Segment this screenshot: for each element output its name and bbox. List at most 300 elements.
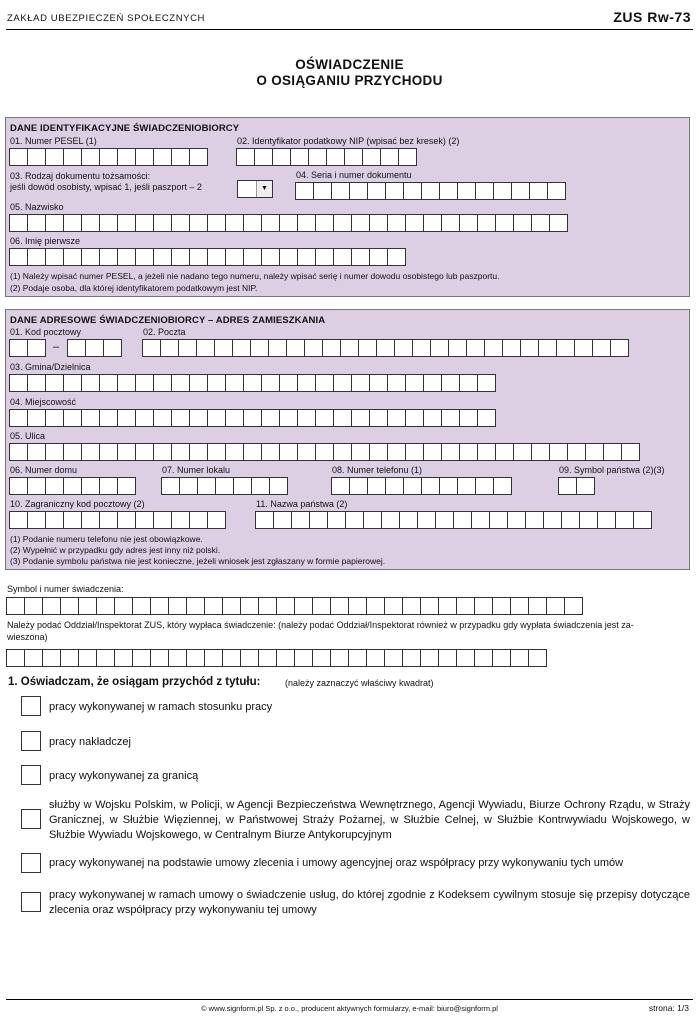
char-cell[interactable]	[250, 339, 269, 357]
char-cell[interactable]	[495, 443, 514, 461]
char-cell[interactable]	[117, 148, 136, 166]
char-cell[interactable]	[297, 443, 316, 461]
commune-input[interactable]	[9, 374, 496, 392]
char-cell[interactable]	[42, 649, 61, 667]
char-cell[interactable]	[385, 477, 404, 495]
char-cell[interactable]	[160, 339, 179, 357]
char-cell[interactable]	[207, 374, 226, 392]
char-cell[interactable]	[9, 339, 28, 357]
char-cell[interactable]	[603, 443, 622, 461]
char-cell[interactable]	[117, 443, 136, 461]
char-cell[interactable]	[333, 443, 352, 461]
char-cell[interactable]	[610, 339, 629, 357]
char-cell[interactable]	[45, 443, 64, 461]
char-cell[interactable]	[81, 477, 100, 495]
char-cell[interactable]	[438, 597, 457, 615]
char-cell[interactable]	[63, 409, 82, 427]
char-cell[interactable]	[405, 214, 424, 232]
char-cell[interactable]	[78, 649, 97, 667]
char-cell[interactable]	[421, 182, 440, 200]
char-cell[interactable]	[27, 409, 46, 427]
char-cell[interactable]	[117, 214, 136, 232]
char-cell[interactable]	[186, 597, 205, 615]
char-cell[interactable]	[525, 511, 544, 529]
char-cell[interactable]	[384, 597, 403, 615]
postal-code-part2-input[interactable]	[67, 339, 122, 357]
char-cell[interactable]	[189, 511, 208, 529]
char-cell[interactable]	[9, 248, 28, 266]
checkbox-employment[interactable]	[21, 696, 41, 716]
char-cell[interactable]	[99, 248, 118, 266]
char-cell[interactable]	[150, 597, 169, 615]
char-cell[interactable]	[333, 409, 352, 427]
char-cell[interactable]	[441, 409, 460, 427]
char-cell[interactable]	[27, 477, 46, 495]
char-cell[interactable]	[240, 597, 259, 615]
char-cell[interactable]	[268, 339, 287, 357]
first-name-input[interactable]	[9, 248, 406, 266]
char-cell[interactable]	[114, 649, 133, 667]
char-cell[interactable]	[197, 477, 216, 495]
char-cell[interactable]	[225, 374, 244, 392]
char-cell[interactable]	[315, 374, 334, 392]
char-cell[interactable]	[9, 214, 28, 232]
char-cell[interactable]	[387, 443, 406, 461]
char-cell[interactable]	[441, 443, 460, 461]
char-cell[interactable]	[290, 148, 309, 166]
char-cell[interactable]	[279, 409, 298, 427]
char-cell[interactable]	[543, 511, 562, 529]
char-cell[interactable]	[417, 511, 436, 529]
char-cell[interactable]	[351, 409, 370, 427]
char-cell[interactable]	[493, 477, 512, 495]
char-cell[interactable]	[207, 409, 226, 427]
char-cell[interactable]	[387, 214, 406, 232]
char-cell[interactable]	[168, 597, 187, 615]
char-cell[interactable]	[380, 148, 399, 166]
char-cell[interactable]	[135, 511, 154, 529]
char-cell[interactable]	[81, 248, 100, 266]
char-cell[interactable]	[513, 443, 532, 461]
char-cell[interactable]	[135, 409, 154, 427]
char-cell[interactable]	[171, 214, 190, 232]
char-cell[interactable]	[99, 214, 118, 232]
char-cell[interactable]	[251, 477, 270, 495]
checkbox-mandate[interactable]	[21, 853, 41, 873]
char-cell[interactable]	[528, 597, 547, 615]
char-cell[interactable]	[63, 248, 82, 266]
char-cell[interactable]	[225, 214, 244, 232]
flat-number-input[interactable]	[161, 477, 288, 495]
char-cell[interactable]	[27, 511, 46, 529]
char-cell[interactable]	[385, 182, 404, 200]
char-cell[interactable]	[344, 148, 363, 166]
char-cell[interactable]	[315, 214, 334, 232]
char-cell[interactable]	[291, 511, 310, 529]
char-cell[interactable]	[117, 374, 136, 392]
char-cell[interactable]	[369, 374, 388, 392]
char-cell[interactable]	[236, 148, 255, 166]
char-cell[interactable]	[255, 511, 274, 529]
postal-code-part1-input[interactable]	[9, 339, 46, 357]
char-cell[interactable]	[331, 182, 350, 200]
char-cell[interactable]	[579, 511, 598, 529]
char-cell[interactable]	[261, 409, 280, 427]
char-cell[interactable]	[294, 597, 313, 615]
char-cell[interactable]	[99, 374, 118, 392]
char-cell[interactable]	[45, 477, 64, 495]
char-cell[interactable]	[297, 374, 316, 392]
char-cell[interactable]	[45, 511, 64, 529]
char-cell[interactable]	[420, 597, 439, 615]
char-cell[interactable]	[309, 511, 328, 529]
char-cell[interactable]	[261, 374, 280, 392]
char-cell[interactable]	[423, 443, 442, 461]
char-cell[interactable]	[574, 339, 593, 357]
char-cell[interactable]	[261, 248, 280, 266]
char-cell[interactable]	[381, 511, 400, 529]
char-cell[interactable]	[9, 409, 28, 427]
char-cell[interactable]	[423, 409, 442, 427]
char-cell[interactable]	[9, 148, 28, 166]
char-cell[interactable]	[142, 339, 161, 357]
doc-number-input[interactable]	[295, 182, 566, 200]
char-cell[interactable]	[348, 649, 367, 667]
char-cell[interactable]	[243, 248, 262, 266]
checkbox-services-contract[interactable]	[21, 892, 41, 912]
char-cell[interactable]	[312, 597, 331, 615]
char-cell[interactable]	[225, 409, 244, 427]
char-cell[interactable]	[171, 148, 190, 166]
char-cell[interactable]	[384, 649, 403, 667]
char-cell[interactable]	[189, 409, 208, 427]
char-cell[interactable]	[492, 597, 511, 615]
char-cell[interactable]	[171, 511, 190, 529]
char-cell[interactable]	[45, 374, 64, 392]
char-cell[interactable]	[369, 409, 388, 427]
char-cell[interactable]	[474, 597, 493, 615]
char-cell[interactable]	[81, 214, 100, 232]
char-cell[interactable]	[556, 339, 575, 357]
char-cell[interactable]	[243, 374, 262, 392]
char-cell[interactable]	[153, 214, 172, 232]
char-cell[interactable]	[254, 148, 273, 166]
char-cell[interactable]	[387, 374, 406, 392]
char-cell[interactable]	[78, 597, 97, 615]
char-cell[interactable]	[132, 649, 151, 667]
char-cell[interactable]	[178, 339, 197, 357]
checkbox-abroad[interactable]	[21, 765, 41, 785]
char-cell[interactable]	[369, 248, 388, 266]
char-cell[interactable]	[331, 477, 350, 495]
char-cell[interactable]	[81, 443, 100, 461]
char-cell[interactable]	[99, 511, 118, 529]
char-cell[interactable]	[308, 148, 327, 166]
char-cell[interactable]	[276, 597, 295, 615]
post-office-input[interactable]	[142, 339, 629, 357]
char-cell[interactable]	[42, 597, 61, 615]
char-cell[interactable]	[6, 649, 25, 667]
country-symbol-input[interactable]	[558, 477, 595, 495]
char-cell[interactable]	[420, 649, 439, 667]
char-cell[interactable]	[45, 409, 64, 427]
char-cell[interactable]	[45, 148, 64, 166]
char-cell[interactable]	[477, 374, 496, 392]
char-cell[interactable]	[477, 443, 496, 461]
char-cell[interactable]	[457, 477, 476, 495]
char-cell[interactable]	[9, 511, 28, 529]
char-cell[interactable]	[477, 409, 496, 427]
char-cell[interactable]	[448, 339, 467, 357]
char-cell[interactable]	[153, 248, 172, 266]
char-cell[interactable]	[135, 214, 154, 232]
char-cell[interactable]	[189, 148, 208, 166]
char-cell[interactable]	[477, 214, 496, 232]
char-cell[interactable]	[9, 443, 28, 461]
char-cell[interactable]	[189, 443, 208, 461]
char-cell[interactable]	[81, 374, 100, 392]
char-cell[interactable]	[225, 443, 244, 461]
char-cell[interactable]	[366, 597, 385, 615]
char-cell[interactable]	[348, 597, 367, 615]
char-cell[interactable]	[351, 248, 370, 266]
char-cell[interactable]	[243, 443, 262, 461]
char-cell[interactable]	[326, 148, 345, 166]
char-cell[interactable]	[279, 443, 298, 461]
char-cell[interactable]	[475, 477, 494, 495]
surname-input[interactable]	[9, 214, 568, 232]
char-cell[interactable]	[6, 597, 25, 615]
char-cell[interactable]	[294, 649, 313, 667]
char-cell[interactable]	[99, 409, 118, 427]
char-cell[interactable]	[85, 339, 104, 357]
char-cell[interactable]	[441, 214, 460, 232]
char-cell[interactable]	[207, 443, 226, 461]
char-cell[interactable]	[24, 649, 43, 667]
char-cell[interactable]	[103, 339, 122, 357]
char-cell[interactable]	[597, 511, 616, 529]
char-cell[interactable]	[531, 443, 550, 461]
char-cell[interactable]	[546, 597, 565, 615]
char-cell[interactable]	[510, 597, 529, 615]
char-cell[interactable]	[279, 374, 298, 392]
char-cell[interactable]	[204, 597, 223, 615]
char-cell[interactable]	[493, 182, 512, 200]
char-cell[interactable]	[114, 597, 133, 615]
char-cell[interactable]	[63, 148, 82, 166]
char-cell[interactable]	[538, 339, 557, 357]
char-cell[interactable]	[45, 248, 64, 266]
char-cell[interactable]	[313, 182, 332, 200]
char-cell[interactable]	[456, 649, 475, 667]
char-cell[interactable]	[179, 477, 198, 495]
char-cell[interactable]	[232, 339, 251, 357]
char-cell[interactable]	[333, 248, 352, 266]
dropdown-arrow-icon[interactable]: ▼	[256, 181, 272, 197]
char-cell[interactable]	[189, 374, 208, 392]
char-cell[interactable]	[492, 649, 511, 667]
char-cell[interactable]	[471, 511, 490, 529]
char-cell[interactable]	[315, 443, 334, 461]
char-cell[interactable]	[330, 597, 349, 615]
char-cell[interactable]	[520, 339, 539, 357]
char-cell[interactable]	[475, 182, 494, 200]
char-cell[interactable]	[439, 477, 458, 495]
char-cell[interactable]	[507, 511, 526, 529]
char-cell[interactable]	[423, 214, 442, 232]
char-cell[interactable]	[117, 511, 136, 529]
char-cell[interactable]	[441, 374, 460, 392]
char-cell[interactable]	[362, 148, 381, 166]
char-cell[interactable]	[585, 443, 604, 461]
char-cell[interactable]	[135, 374, 154, 392]
char-cell[interactable]	[513, 214, 532, 232]
char-cell[interactable]	[366, 649, 385, 667]
char-cell[interactable]	[276, 649, 295, 667]
char-cell[interactable]	[286, 339, 305, 357]
checkbox-service[interactable]	[21, 809, 41, 829]
char-cell[interactable]	[63, 511, 82, 529]
phone-input[interactable]	[331, 477, 512, 495]
char-cell[interactable]	[132, 597, 151, 615]
char-cell[interactable]	[456, 597, 475, 615]
char-cell[interactable]	[376, 339, 395, 357]
char-cell[interactable]	[99, 148, 118, 166]
char-cell[interactable]	[474, 649, 493, 667]
char-cell[interactable]	[161, 477, 180, 495]
branch-input[interactable]	[6, 649, 547, 667]
char-cell[interactable]	[327, 511, 346, 529]
char-cell[interactable]	[561, 511, 580, 529]
char-cell[interactable]	[117, 477, 136, 495]
char-cell[interactable]	[186, 649, 205, 667]
char-cell[interactable]	[9, 477, 28, 495]
char-cell[interactable]	[459, 374, 478, 392]
char-cell[interactable]	[402, 597, 421, 615]
char-cell[interactable]	[27, 374, 46, 392]
town-input[interactable]	[9, 409, 496, 427]
char-cell[interactable]	[435, 511, 454, 529]
char-cell[interactable]	[510, 649, 529, 667]
char-cell[interactable]	[549, 443, 568, 461]
char-cell[interactable]	[615, 511, 634, 529]
char-cell[interactable]	[269, 477, 288, 495]
char-cell[interactable]	[528, 649, 547, 667]
char-cell[interactable]	[621, 443, 640, 461]
char-cell[interactable]	[273, 511, 292, 529]
char-cell[interactable]	[430, 339, 449, 357]
char-cell[interactable]	[99, 477, 118, 495]
char-cell[interactable]	[135, 443, 154, 461]
country-name-input[interactable]	[255, 511, 652, 529]
char-cell[interactable]	[295, 182, 314, 200]
char-cell[interactable]	[459, 443, 478, 461]
char-cell[interactable]	[403, 182, 422, 200]
char-cell[interactable]	[117, 409, 136, 427]
char-cell[interactable]	[304, 339, 323, 357]
char-cell[interactable]	[63, 477, 82, 495]
char-cell[interactable]	[243, 409, 262, 427]
char-cell[interactable]	[387, 248, 406, 266]
char-cell[interactable]	[196, 339, 215, 357]
char-cell[interactable]	[27, 443, 46, 461]
char-cell[interactable]	[457, 182, 476, 200]
char-cell[interactable]	[261, 214, 280, 232]
char-cell[interactable]	[405, 409, 424, 427]
char-cell[interactable]	[81, 409, 100, 427]
char-cell[interactable]	[261, 443, 280, 461]
char-cell[interactable]	[233, 477, 252, 495]
char-cell[interactable]	[207, 248, 226, 266]
char-cell[interactable]	[322, 339, 341, 357]
char-cell[interactable]	[258, 597, 277, 615]
char-cell[interactable]	[369, 443, 388, 461]
char-cell[interactable]	[549, 214, 568, 232]
char-cell[interactable]	[333, 214, 352, 232]
char-cell[interactable]	[351, 214, 370, 232]
char-cell[interactable]	[215, 477, 234, 495]
char-cell[interactable]	[529, 182, 548, 200]
char-cell[interactable]	[453, 511, 472, 529]
char-cell[interactable]	[171, 248, 190, 266]
char-cell[interactable]	[502, 339, 521, 357]
char-cell[interactable]	[330, 649, 349, 667]
char-cell[interactable]	[558, 477, 577, 495]
char-cell[interactable]	[405, 374, 424, 392]
doc-type-select[interactable]	[237, 180, 273, 198]
char-cell[interactable]	[60, 649, 79, 667]
char-cell[interactable]	[439, 182, 458, 200]
char-cell[interactable]	[189, 248, 208, 266]
char-cell[interactable]	[412, 339, 431, 357]
char-cell[interactable]	[204, 649, 223, 667]
char-cell[interactable]	[99, 443, 118, 461]
char-cell[interactable]	[495, 214, 514, 232]
char-cell[interactable]	[489, 511, 508, 529]
char-cell[interactable]	[367, 477, 386, 495]
char-cell[interactable]	[297, 248, 316, 266]
char-cell[interactable]	[459, 214, 478, 232]
char-cell[interactable]	[96, 597, 115, 615]
char-cell[interactable]	[351, 374, 370, 392]
char-cell[interactable]	[633, 511, 652, 529]
char-cell[interactable]	[150, 649, 169, 667]
char-cell[interactable]	[547, 182, 566, 200]
char-cell[interactable]	[394, 339, 413, 357]
char-cell[interactable]	[340, 339, 359, 357]
char-cell[interactable]	[240, 649, 259, 667]
char-cell[interactable]	[564, 597, 583, 615]
char-cell[interactable]	[27, 214, 46, 232]
char-cell[interactable]	[315, 248, 334, 266]
char-cell[interactable]	[459, 409, 478, 427]
char-cell[interactable]	[333, 374, 352, 392]
char-cell[interactable]	[63, 443, 82, 461]
char-cell[interactable]	[258, 649, 277, 667]
char-cell[interactable]	[511, 182, 530, 200]
char-cell[interactable]	[27, 339, 46, 357]
char-cell[interactable]	[272, 148, 291, 166]
char-cell[interactable]	[402, 649, 421, 667]
char-cell[interactable]	[135, 148, 154, 166]
char-cell[interactable]	[153, 148, 172, 166]
char-cell[interactable]	[214, 339, 233, 357]
char-cell[interactable]	[189, 214, 208, 232]
char-cell[interactable]	[349, 477, 368, 495]
char-cell[interactable]	[222, 649, 241, 667]
char-cell[interactable]	[96, 649, 115, 667]
char-cell[interactable]	[63, 214, 82, 232]
